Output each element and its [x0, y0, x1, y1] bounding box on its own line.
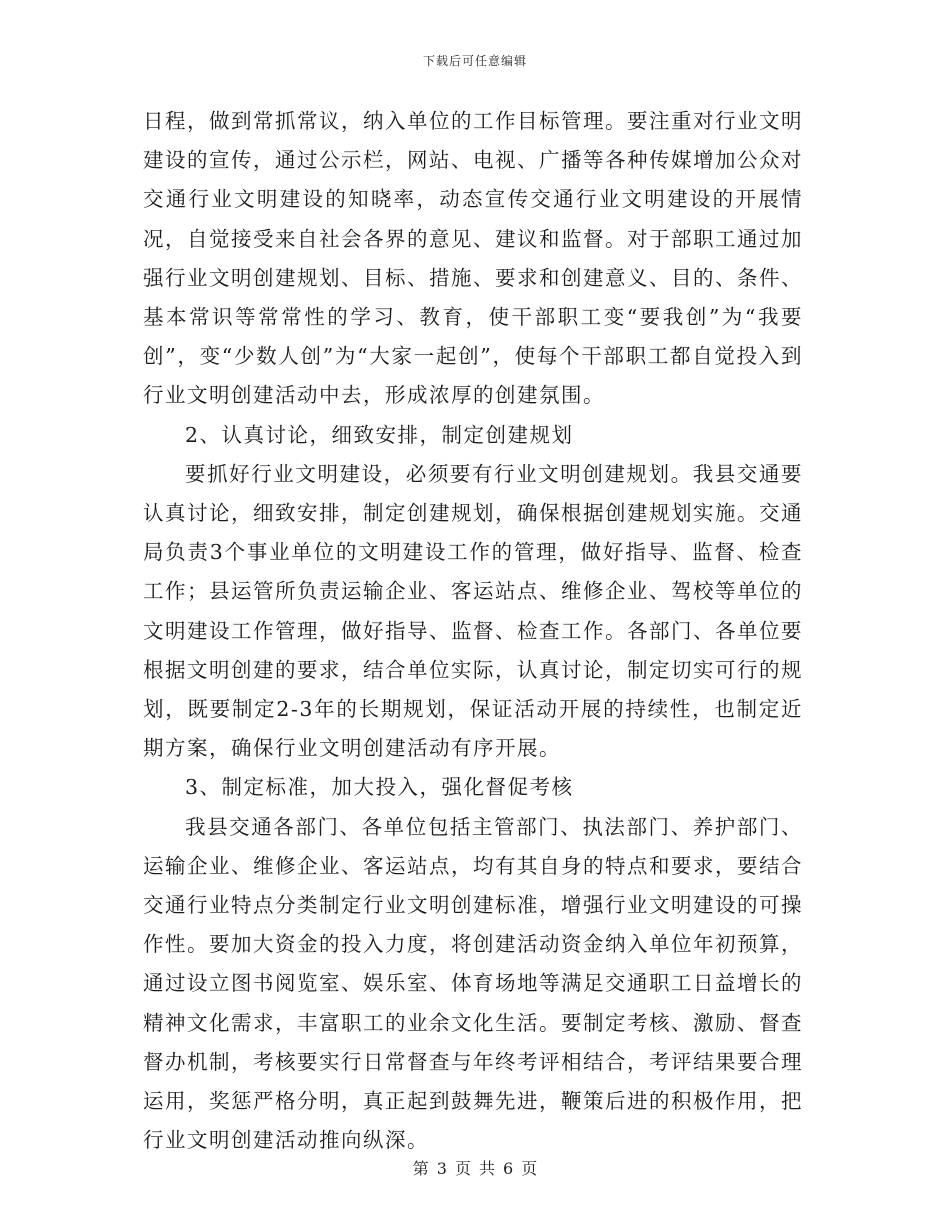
- footer-total-label: 共: [479, 1159, 496, 1178]
- continuation-paragraph: 日程，做到常抓常议，纳入单位的工作目标管理。要注重对行业文明建设的宣传，通过公示栏，网站、电视、广播等各种传媒增加公众对交通行业文明建设的知晓率，动态宣传交通行业文明建设的开展情况，自觉接受来自社会各界的意见、建议和监督。对于部职工通过加强行业文明创建规划、目标、措施、要求和创建意义、目的、条件、基本常识等常常性的学习、教育，使干部职工变“要我创”为“我要创”，变“少数人创”为“大家一起创”，使每个干部职工都自觉投入到行业文明创建活动中去，形成浓厚的创建氛围。: [143, 109, 803, 408]
- current-page-number: 3: [436, 1159, 447, 1178]
- body-paragraph: 我县交通各部门、各单位包括主管部门、执法部门、养护部门、运输企业、维修企业、客运站点，均有其自身的特点和要求，要结合交通行业特点分类制定行业文明创建标准，增强行业文明建设的可操作性。要加大资金的投入力度，将创建活动资金纳入单位年初预算，通过设立图书阅览室、娱乐室、体育场地等满足交通职工日益增长的精神文化需求，丰富职工的业余文化生活。要制定考核、激励、督查督办机制，考核要实行日常督查与年终考评相结合，考评结果要合理运用，奖惩严格分明，真正起到鼓舞先进，鞭策后进的积极作用，把行业文明创建活动推向纵深。: [143, 814, 803, 1153]
- total-page-number: 6: [503, 1159, 514, 1178]
- section-heading-2: 2、认真讨论，细致安排，制定创建规划: [185, 422, 574, 447]
- footer-prefix: 第: [412, 1159, 429, 1178]
- document-body: [143, 102, 803, 1160]
- footer-page-word: 页: [454, 1159, 471, 1178]
- page-number-footer: [0, 1156, 950, 1179]
- footer-suffix: 页: [521, 1159, 538, 1178]
- body-paragraph: 要抓好行业文明建设，必须要有行业文明创建规划。我县交通要认真讨论，细致安排，制定创建规划，确保根据创建规划实施。交通局负责3个事业单位的文明建设工作的管理，做好指导、监督、检查工作；县运管所负责运输企业、客运站点、维修企业、驾校等单位的文明建设工作管理，做好指导、监督、检查工作。各部门、各单位要根据文明创建的要求，结合单位实际，认真讨论，制定切实可行的规划，既要制定2-3年的长期规划，保证活动开展的持续性，也制定近期方案，确保行业文明创建活动有序开展。: [143, 461, 803, 761]
- page-header: 下载后可任意编辑: [422, 54, 527, 68]
- section-heading-3: 3、制定标准，加大投入，强化督促考核: [185, 775, 574, 800]
